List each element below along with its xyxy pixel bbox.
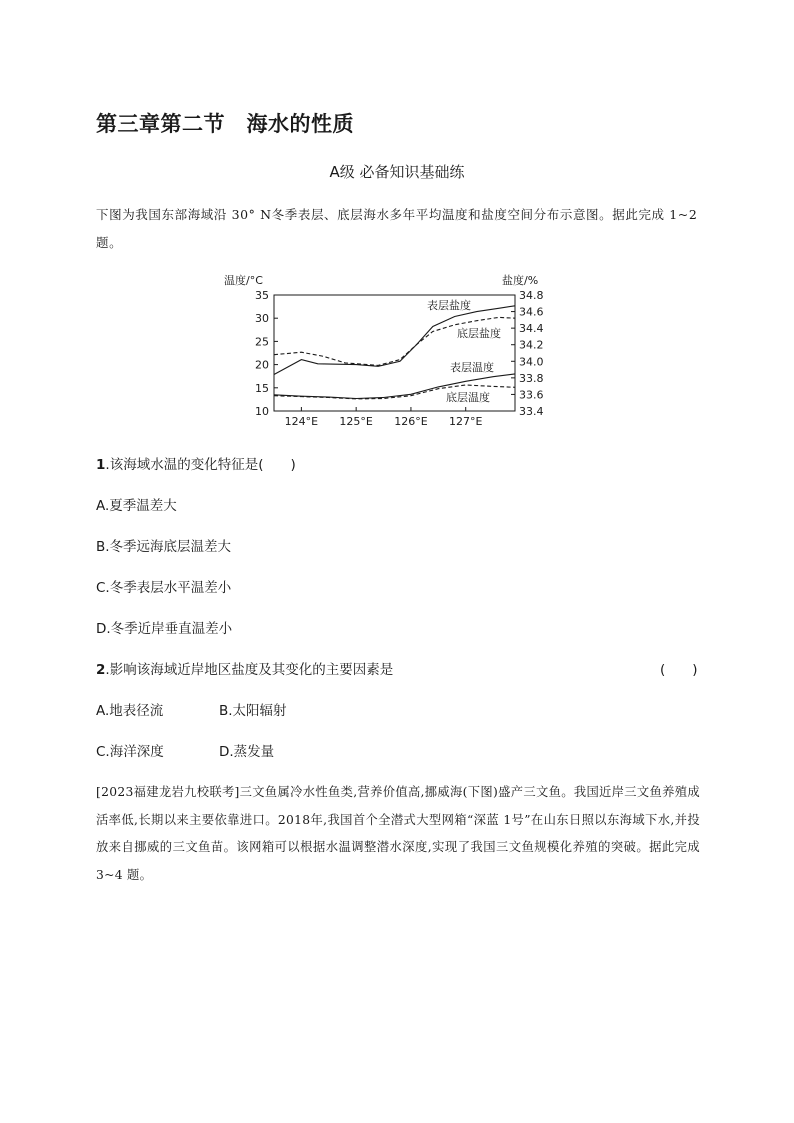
option-2a[interactable]: A.地表径流	[96, 703, 164, 719]
question-number: 1	[96, 457, 106, 473]
y-right-tick-label: 33.4	[519, 405, 544, 418]
y-right-tick-label: 34.6	[519, 305, 544, 319]
series-label: 表层盐度	[427, 299, 471, 312]
option-1a[interactable]: A.夏季温差大	[96, 498, 177, 514]
y-right-tick-label: 33.6	[519, 388, 544, 402]
option-2d[interactable]: D.蒸发量	[219, 744, 275, 760]
question-text: .该海域水温的变化特征是( )	[105, 457, 296, 473]
y-right-axis-label: 盐度/%	[502, 274, 539, 287]
y-left-tick-label: 20	[255, 358, 269, 372]
option-1b[interactable]: B.冬季远海底层温差大	[96, 539, 232, 555]
series-label: 表层温度	[450, 361, 494, 374]
x-tick-label: 124°E	[284, 415, 319, 428]
y-right-tick-label: 33.8	[519, 371, 544, 385]
y-right-tick-label: 34.4	[519, 322, 544, 336]
series-label: 底层温度	[446, 391, 490, 404]
series-line	[274, 317, 515, 365]
y-left-tick-label: 25	[255, 335, 269, 349]
answer-blank: ( )	[660, 662, 698, 678]
option-2b[interactable]: B.太阳辐射	[219, 703, 287, 719]
intro-paragraph: 下图为我国东部海域沿 30° N冬季表层、底层海水多年平均温度和盐度空间分布示意图。据此完成 1~2 题。	[96, 207, 698, 250]
y-left-tick-label: 30	[255, 312, 269, 326]
reading-passage: [2023福建龙岩九校联考]三文鱼属冷水性鱼类,营养价值高,挪威海(下图)盛产三文鱼。我国近岸三文鱼养殖成活率低,长期以来主要依靠进口。2018年,我国首个全潜式大型网箱“深蓝 1号”在山东日照以东海域下水,并投放来自挪威的三文鱼苗。该网箱可以根据水温调整潜水深度,实现了我国三文鱼规模化养殖的突破。据此完成 3~4 题。	[96, 785, 700, 882]
question-text: .影响该海域近岸地区盐度及其变化的主要因素是	[105, 662, 394, 678]
y-right-tick-label: 34.0	[519, 355, 544, 369]
question-1-stem	[96, 453, 296, 473]
question-number: 2	[96, 662, 106, 678]
x-tick-label: 126°E	[394, 415, 428, 428]
series-label: 底层盐度	[457, 327, 501, 340]
option-2c[interactable]: C.海洋深度	[96, 744, 164, 760]
question-2-stem	[96, 658, 393, 678]
y-right-tick-label: 34.8	[519, 289, 544, 302]
y-left-axis-label: 温度/°C	[224, 274, 263, 287]
section-heading: A级 必备知识基础练	[329, 163, 465, 181]
x-tick-label: 127°E	[448, 415, 483, 428]
temperature-salinity-chart	[224, 270, 560, 430]
option-1d[interactable]: D.冬季近岸垂直温差小	[96, 621, 233, 637]
page-title: 第三章第二节 海水的性质	[96, 112, 354, 136]
option-1c[interactable]: C.冬季表层水平温差小	[96, 580, 232, 596]
y-left-tick-label: 35	[255, 289, 269, 302]
y-left-tick-label: 10	[255, 405, 269, 418]
x-tick-label: 125°E	[339, 415, 373, 428]
y-right-tick-label: 34.2	[519, 338, 544, 352]
y-left-tick-label: 15	[255, 381, 269, 395]
